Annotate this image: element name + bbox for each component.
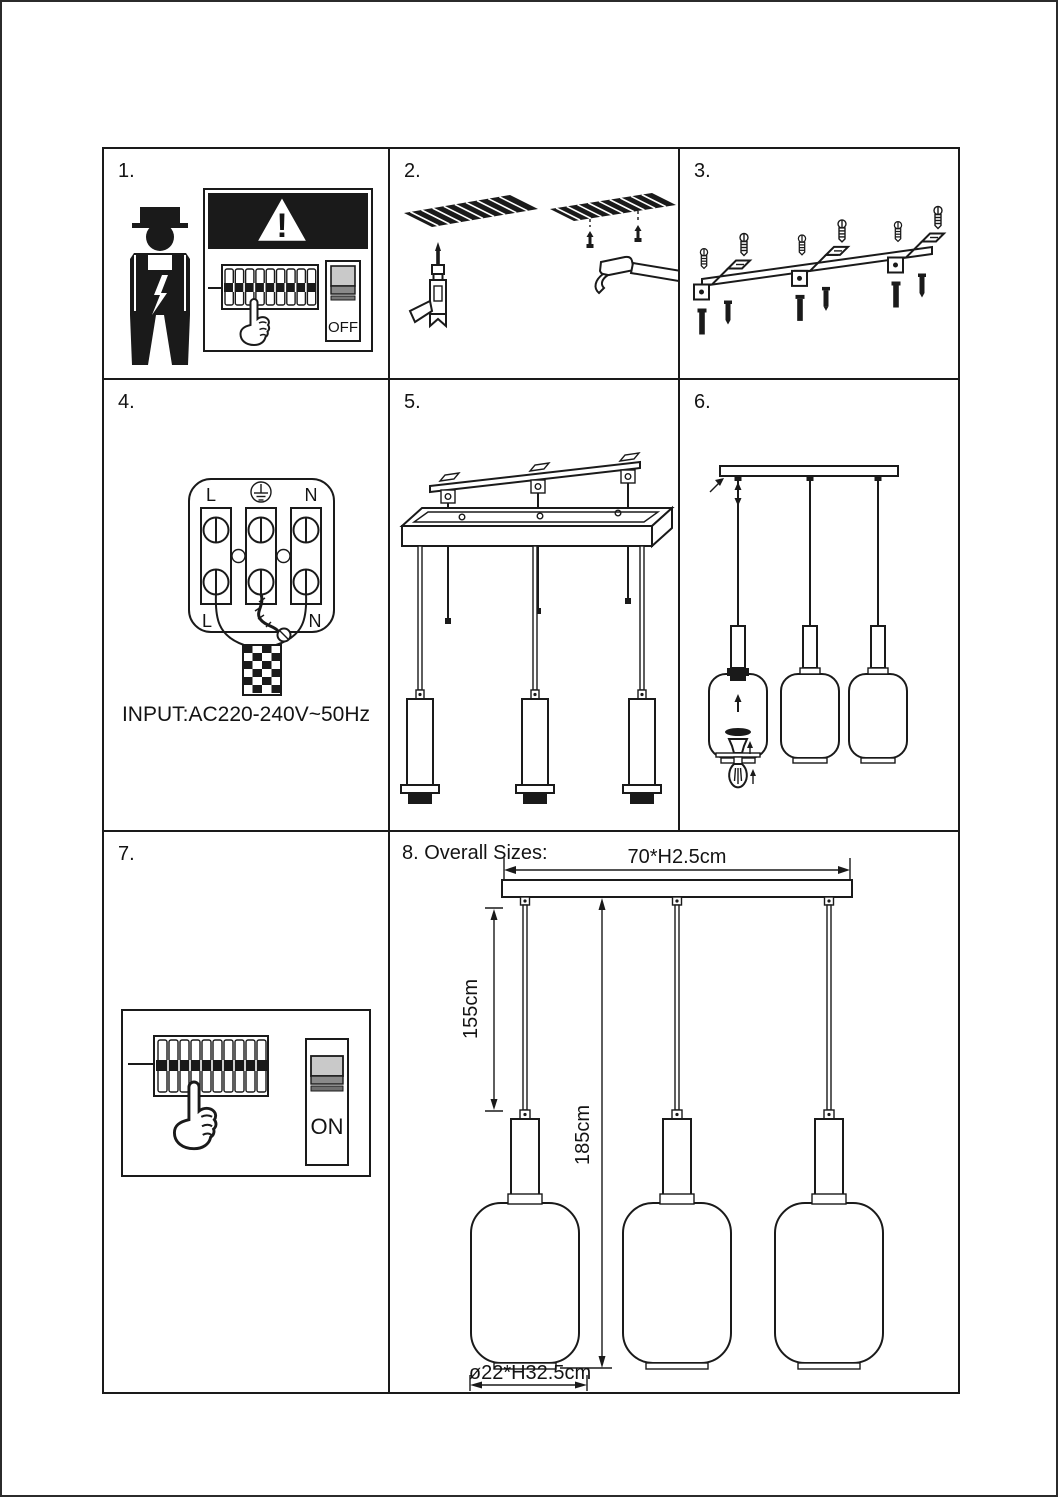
off-label: OFF (328, 319, 358, 336)
pendant-cords (523, 905, 831, 1110)
wall-anchor-icon (587, 231, 594, 248)
hammer-icon (596, 257, 678, 293)
dimension-canopy-width (504, 846, 850, 880)
step3-number: 3. (694, 160, 711, 182)
panel-step7 (102, 830, 390, 1394)
step8-title: 8. Overall Sizes: (402, 842, 548, 864)
shade-collar-icon (727, 668, 749, 676)
step5-illustration (390, 380, 678, 830)
panel-step8 (388, 830, 960, 1394)
ceiling-panel-with-anchors-icon (550, 193, 676, 248)
power-switch-on (306, 1039, 348, 1165)
step3-illustration (680, 149, 958, 378)
step7-number: 7. (118, 843, 135, 865)
ceiling-panel-icon (404, 195, 538, 227)
panel-step2 (388, 147, 680, 380)
canopy-icon (402, 508, 672, 546)
step6-illustration (680, 380, 958, 830)
breaker-panel-diagram (204, 189, 372, 351)
terminal-label-N-top: N (304, 485, 318, 505)
shade-collar-icon (868, 668, 888, 674)
panel-step3 (678, 147, 960, 380)
terminal-label-N-bottom: N (308, 611, 322, 631)
drill-icon (410, 242, 446, 326)
warning-exclamation: ! (276, 207, 288, 245)
input-rating-text: INPUT:AC220-240V~50Hz (121, 703, 371, 726)
dimension-cord-length (460, 908, 503, 1111)
dimension-shade-size (469, 1362, 591, 1391)
pendant-cord-set-icon (401, 546, 661, 804)
terminal-label-L-top: L (205, 485, 217, 505)
power-switch-off (326, 261, 360, 341)
pendant-cords (735, 476, 882, 626)
shade-collar-icon (730, 676, 746, 681)
power-cable-icon (243, 645, 281, 695)
terminal-label-L-bottom: L (201, 611, 213, 631)
step2-number: 2. (404, 160, 421, 182)
panel-step4 (102, 378, 390, 832)
step8-illustration (390, 832, 958, 1392)
terminal-block-icon (189, 479, 334, 632)
step7-illustration (104, 832, 388, 1392)
bar-screws (521, 897, 834, 905)
lamp-shade-icon (471, 1194, 883, 1369)
on-label: ON (310, 1114, 344, 1139)
step4-number: 4. (118, 391, 135, 413)
step1-number: 1. (118, 160, 135, 182)
step5-number: 5. (404, 391, 421, 413)
socket-cylinders (511, 1110, 843, 1203)
canopy-width-label: 70*H2.5cm (627, 846, 727, 868)
electrician-icon (130, 207, 190, 365)
shade-collar-icon (800, 668, 820, 674)
ceiling-bar-icon (502, 880, 852, 897)
step4-illustration (104, 380, 388, 830)
socket-tubes (731, 626, 885, 668)
step1-illustration (104, 149, 388, 378)
panel-step6 (678, 378, 960, 832)
shade-size-label: ø22*H32.5cm (468, 1362, 592, 1384)
panel-step1 (102, 147, 390, 380)
panel-step5 (388, 378, 680, 832)
attach-arrow-icon (710, 478, 724, 492)
ceiling-bar-icon (720, 466, 898, 476)
step6-number: 6. (694, 391, 711, 413)
cord-length-label: 155cm (460, 978, 482, 1040)
overall-height-label: 185cm (572, 1104, 594, 1166)
step2-illustration (390, 149, 678, 378)
wall-anchor-icon (635, 225, 642, 242)
breaker-panel-diagram (122, 1010, 370, 1176)
